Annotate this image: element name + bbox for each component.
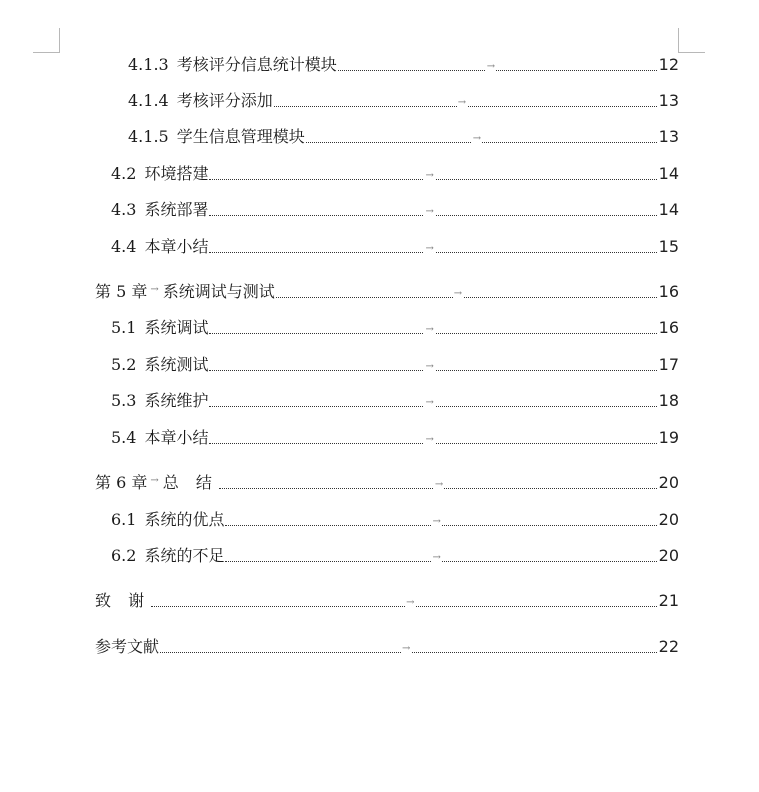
- toc-chapter-entry[interactable]: [95, 281, 679, 303]
- toc-entry[interactable]: [111, 199, 679, 221]
- tab-arrow-icon: →: [425, 170, 434, 181]
- tab-arrow-icon: →: [425, 361, 434, 372]
- toc-dot-leader: [209, 354, 656, 376]
- tab-arrow-icon: →: [486, 61, 496, 72]
- toc-dot-leader: [151, 590, 657, 612]
- toc-dot-leader: [160, 636, 657, 658]
- toc-entry-acknowledgements[interactable]: [95, 590, 679, 612]
- toc-entry[interactable]: [128, 126, 679, 148]
- toc-entry-title: 系统的优点: [144, 510, 225, 529]
- toc-entry-number: 4.1.3: [128, 55, 169, 74]
- toc-entry-title: 总 结: [162, 473, 218, 492]
- toc-entry-title: 环境搭建: [144, 164, 209, 183]
- tab-arrow-icon: →: [406, 597, 415, 608]
- toc-entry-number: 5.2: [111, 355, 137, 374]
- toc-dot-leader: [225, 545, 656, 567]
- toc-entry-number: 第 6 章: [95, 473, 148, 492]
- toc-entry-title: 系统测试: [144, 355, 209, 374]
- tab-arrow-icon: →: [472, 133, 482, 144]
- toc-dot-leader: [225, 509, 656, 531]
- toc-dot-leader: [209, 163, 656, 185]
- tab-arrow-icon: →: [425, 434, 434, 445]
- toc-entry-page: 20: [658, 510, 679, 529]
- toc-entry-title: 本章小结: [144, 428, 209, 447]
- toc-entry-page: 19: [658, 428, 679, 447]
- toc-entry-number: 4.1.4: [128, 91, 169, 110]
- toc-entry[interactable]: [111, 236, 679, 258]
- toc-entry-title: 参考文献: [95, 637, 160, 656]
- toc-entry-page: 21: [658, 591, 679, 610]
- tab-arrow-icon: →: [425, 243, 434, 254]
- toc-entry-title: 系统维护: [144, 391, 209, 410]
- toc-entry[interactable]: [111, 427, 679, 449]
- toc-chapter-entry[interactable]: [95, 472, 679, 494]
- toc-entry-number: 5.4: [111, 428, 137, 447]
- toc-entry-number: 4.3: [111, 200, 137, 219]
- tab-arrow-icon: →: [434, 479, 444, 490]
- tab-arrow-icon: →: [150, 284, 159, 295]
- toc-entry[interactable]: [111, 545, 679, 567]
- toc-dot-leader: [306, 126, 657, 148]
- tab-arrow-icon: →: [425, 397, 434, 408]
- toc-entry-page: 13: [658, 127, 679, 146]
- tab-arrow-icon: →: [402, 643, 411, 654]
- toc-entry-number: 6.2: [111, 546, 137, 565]
- toc-entry[interactable]: [128, 90, 679, 112]
- toc-entry-title: 系统调试: [144, 318, 209, 337]
- toc-entry-page: 16: [658, 318, 679, 337]
- toc-entry-number: 第 5 章: [95, 282, 148, 301]
- toc-entry-page: 20: [658, 473, 679, 492]
- toc-entry-number: 4.4: [111, 237, 137, 256]
- toc-dot-leader: [209, 390, 656, 412]
- tab-arrow-icon: →: [425, 324, 434, 335]
- toc-entry-number: 4.1.5: [128, 127, 169, 146]
- toc-entry-title: 致 谢: [95, 591, 151, 610]
- toc-entry[interactable]: [111, 354, 679, 376]
- toc-dot-leader: [209, 317, 656, 339]
- toc-entry-page: 12: [658, 55, 679, 74]
- page-corner-mark-right: [678, 28, 705, 53]
- toc-entry-number: 5.1: [111, 318, 137, 337]
- toc-entry-number: 5.3: [111, 391, 137, 410]
- toc-entry-number: 6.1: [111, 510, 137, 529]
- toc-entry[interactable]: [128, 54, 679, 76]
- toc-entry[interactable]: [111, 509, 679, 531]
- toc-entry[interactable]: [111, 390, 679, 412]
- toc-entry-page: 14: [658, 164, 679, 183]
- toc-entry-number: 4.2: [111, 164, 137, 183]
- toc-entry-page: 20: [658, 546, 679, 565]
- toc-entry-page: 16: [658, 282, 679, 301]
- toc-dot-leader: [209, 236, 656, 258]
- toc-entry-title: 考核评分信息统计模块: [176, 55, 337, 74]
- toc-entry-title: 本章小结: [144, 237, 209, 256]
- toc-dot-leader: [338, 54, 657, 76]
- toc-dot-leader: [209, 427, 656, 449]
- toc-entry-page: 13: [658, 91, 679, 110]
- toc-entry-title: 系统部署: [144, 200, 209, 219]
- toc-entry[interactable]: [111, 317, 679, 339]
- toc-entry-page: 14: [658, 200, 679, 219]
- toc-dot-leader: [276, 281, 657, 303]
- toc-entry-title: 考核评分添加: [176, 91, 273, 110]
- toc-entry-title: 学生信息管理模块: [176, 127, 305, 146]
- page-corner-mark-left: [33, 28, 60, 53]
- toc-entry-references[interactable]: [95, 636, 679, 658]
- tab-arrow-icon: →: [453, 288, 463, 299]
- toc-dot-leader: [219, 472, 657, 494]
- toc-entry-title: 系统调试与测试: [162, 282, 275, 301]
- toc-dot-leader: [274, 90, 657, 112]
- tab-arrow-icon: →: [425, 206, 434, 217]
- tab-arrow-icon: →: [150, 475, 159, 486]
- toc-entry-page: 22: [658, 637, 679, 656]
- tab-arrow-icon: →: [457, 97, 467, 108]
- toc-entry-page: 18: [658, 391, 679, 410]
- toc-entry-page: 15: [658, 237, 679, 256]
- toc-entry[interactable]: [111, 163, 679, 185]
- tab-arrow-icon: →: [432, 552, 441, 563]
- toc-entry-page: 17: [658, 355, 679, 374]
- toc-entry-title: 系统的不足: [144, 546, 225, 565]
- toc-dot-leader: [209, 199, 656, 221]
- tab-arrow-icon: →: [432, 516, 441, 527]
